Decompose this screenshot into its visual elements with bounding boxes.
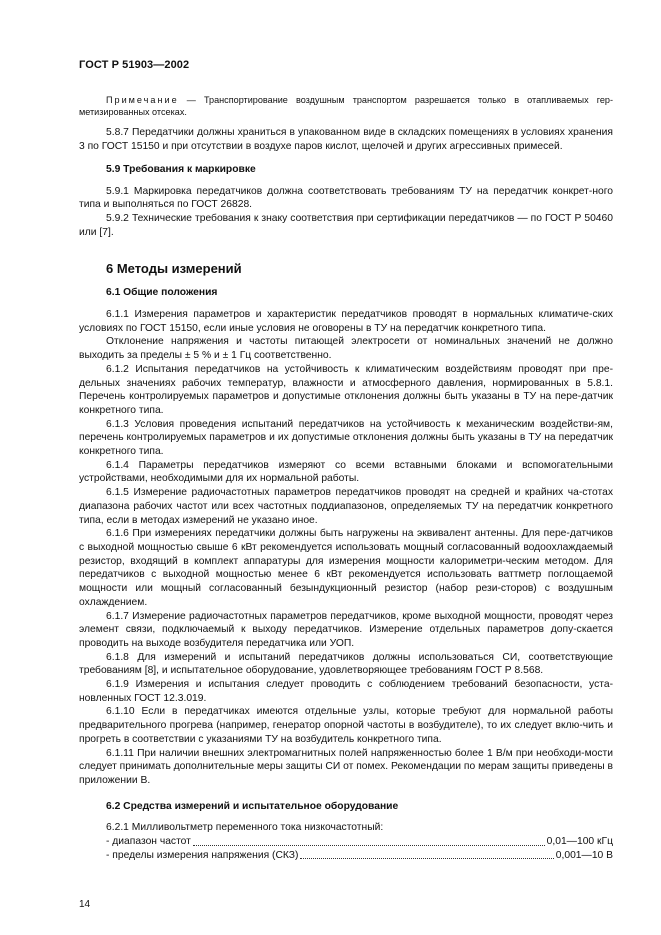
paragraph-6-1-8: 6.1.8 Для измерений и испытаний передатчиков должны использоваться СИ, соответствующие требованиям [8], и испытательное оборудование, удовлетворяющее требованиям ГОСТ Р 8.568.: [79, 651, 613, 677]
heading-6-2: 6.2 Средства измерений и испытательное оборудование: [106, 800, 399, 812]
list-item-frequency-range: [106, 835, 613, 849]
paragraph-6-1-3: 6.1.3 Условия проведения испытаний передатчиков на устойчивость к механическим воздействи-ям, перечень контролируемых параметров и их допустимые отклонения должны быть указаны в ТУ на передатчик конкретного типа.: [79, 418, 613, 458]
heading-5-9: 5.9 Требования к маркировке: [106, 163, 256, 175]
paragraph-6-1-1: 6.1.1 Измерения параметров и характеристик передатчиков проводят в нормальных климатиче-ских условиях по ГОСТ 15150, если иные условия не оговорены в ТУ на передатчик конкретного типа.: [79, 309, 613, 334]
paragraph-6-1-1b: Отклонение напряжения и частоты питающей электросети от номинальных значений не должно выходить за пределы ± 5 % и ± 1 Гц соответственно.: [79, 336, 613, 362]
note-label: Примечание: [106, 95, 179, 105]
paragraph-6-1-2: 6.1.2 Испытания передатчиков на устойчивость к климатическим воздействиям проводят при пре-дельных значениях рабочих температур, влажности и атмосферного давления, нормированных в 5.8.1. Перечень контролируемых параметров и допустимые отклонения должны быть указаны в ТУ на пере-датчик конкретного типа.: [79, 363, 613, 416]
heading-6-1: 6.1 Общие положения: [106, 287, 218, 299]
list-item-label: - пределы измерения напряжения (СКЗ): [106, 849, 299, 861]
list-item-value: 0,001—10 В: [555, 849, 613, 861]
paragraph-6-1-5: 6.1.5 Измерение радиочастотных параметров передатчиков проводят на средней и крайних ча-стотах диапазона рабочих частот или всех частотных поддиапазонов, определяемых ТУ на передатчик конкретного типа, если в методах измерений не указано иное.: [79, 487, 613, 526]
paragraph-6-1-10: 6.1.10 Если в передатчиках имеются отдельные узлы, которые требуют для нормальной работы предварительного прогрева (например, генератор опорной частоты в возбудителе), то их следует вклю-чить и прогреть в соответствии с указаниями ТУ на возбудитель конкретного типа.: [79, 706, 613, 745]
paragraph-6-1-9: 6.1.9 Измерения и испытания следует проводить с соблюдением требований безопасности, уста-новленных ГОСТ 12.3.019.: [79, 679, 613, 704]
paragraph-5-9-2: 5.9.2 Технические требования к знаку соответствия при сертификации передатчиков — по ГОСТ Р 50460 или [7].: [79, 212, 613, 238]
page-number: 14: [79, 899, 91, 910]
paragraph-6-1-4: 6.1.4 Параметры передатчиков измеряют со всеми вставными блоками и вспомогательными устройствами, необходимыми для их нормальной работы.: [79, 459, 613, 485]
paragraph-6-2-1: 6.2.1 Милливольтметр переменного тока низкочастотный:: [106, 822, 384, 834]
section-heading-6: 6 Методы измерений: [106, 261, 242, 277]
note-text: — Транспортирование воздушным транспортом разрешается только в отапливаемых гер-метизированных отсеках.: [79, 95, 613, 118]
list-item-value: 0,01—100 кГц: [546, 836, 613, 848]
note-paragraph: [79, 94, 613, 118]
leader-dots: [300, 849, 553, 860]
paragraph-5-8-7: 5.8.7 Передатчики должны храниться в упакованном виде в складских помещениях в условиях хранения 3 по ГОСТ 15150 и при отсутствии в воздухе паров кислот, щелочей и других агрессивных примесей.: [79, 127, 613, 153]
leader-dots: [193, 835, 545, 846]
paragraph-5-9-1: 5.9.1 Маркировка передатчиков должна соответствовать требованиям ТУ на передатчик конкрет-ного типа и выполняться по ГОСТ 26828.: [79, 185, 613, 211]
paragraph-6-1-7: 6.1.7 Измерение радиочастотных параметров передатчиков, кроме выходной мощности, проводят через элемент связи, подключаемый к выходу передатчиков. Измерение отдельных параметров допу-скается проводить на выходе возбудителя передатчика или УОП.: [79, 610, 613, 649]
document-header: ГОСТ Р 51903—2002: [79, 59, 190, 71]
list-item-label: - диапазон частот: [106, 836, 191, 848]
paragraph-6-1-6: 6.1.6 При измерениях передатчики должны быть нагружены на эквивалент антенны. Для пере-датчиков с выходной мощностью свыше 6 кВт рекомендуется использовать мощный согласованный водоохлаждаемый резистор, входящий в комплект аппаратуры для измерения мощности калориметри-ческим методом. Для передатчиков с выходной мощностью менее 6 кВт рекомендуется использовать ваттметр поглощаемой мощности или мощный согласованный безындукционный резистор (набор рези-сторов) с воздушным охлаждением.: [79, 528, 613, 608]
paragraph-6-1-11: 6.1.11 При наличии внешних электромагнитных полей напряженностью более 1 В/м при необходи-мости следует принимать дополнительные меры защиты СИ от помех. Рекомендации по мерам защиты приведены в приложении В.: [79, 747, 613, 786]
list-item-voltage-range: [106, 849, 613, 863]
document-body: [79, 94, 613, 862]
